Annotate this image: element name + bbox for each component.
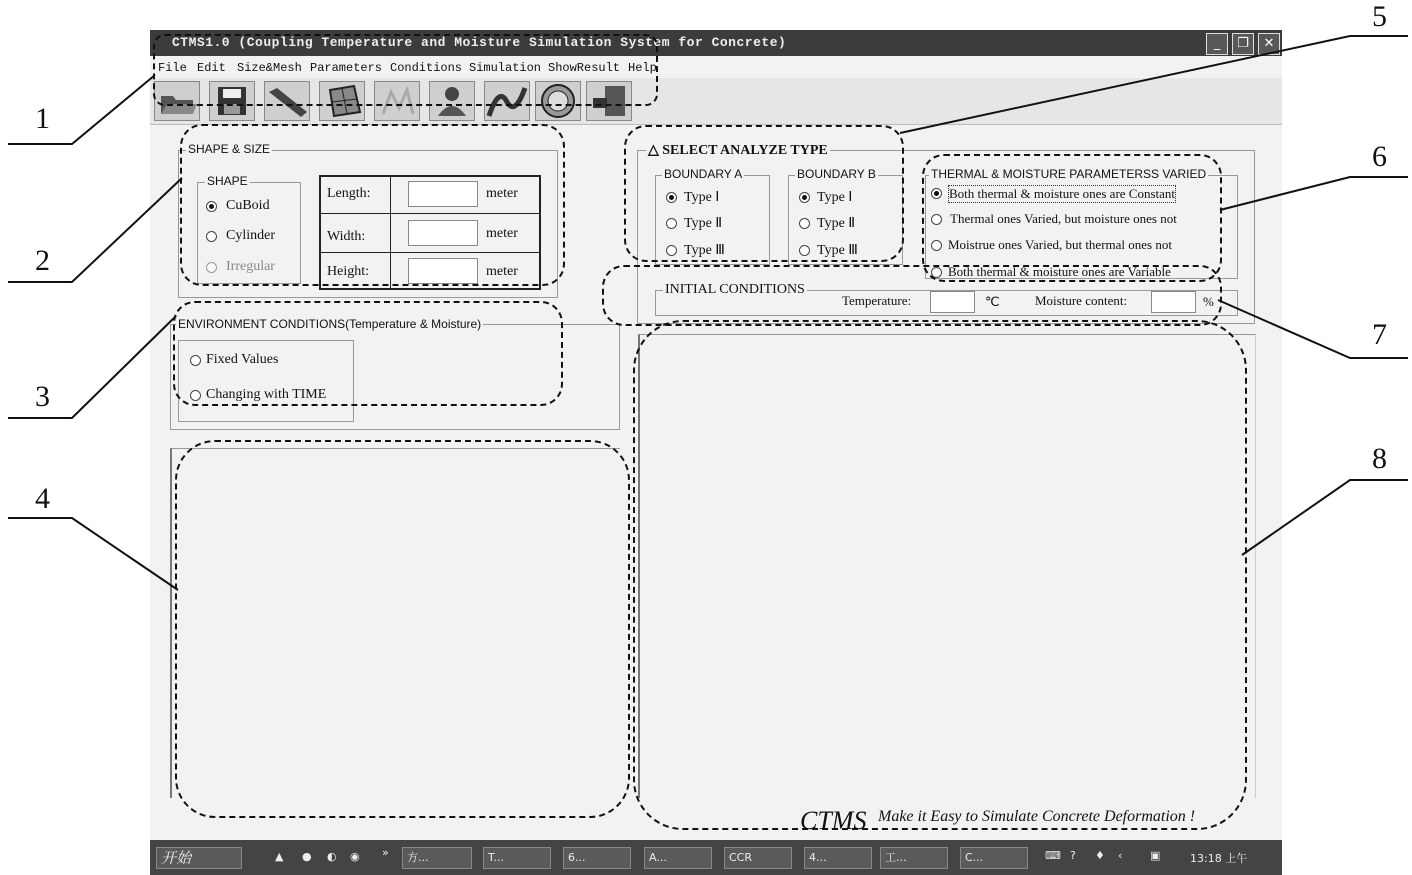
callout-number-1: 1 — [35, 102, 50, 135]
taskbar-item[interactable]: 4... — [804, 847, 872, 869]
shape-title: SHAPE — [207, 174, 248, 188]
callout-number-5: 5 — [1372, 0, 1387, 33]
taskbar-item[interactable]: T... — [483, 847, 551, 869]
start-label: 开始 — [161, 849, 192, 867]
analyze-type-title: △ SELECT ANALYZE TYPE — [648, 143, 828, 158]
maximize-button[interactable]: ❐ — [1232, 33, 1254, 55]
temperature-label: Temperature: — [842, 293, 912, 308]
label-boundary-b-type2: Type Ⅱ — [817, 216, 856, 231]
callout-number-7: 7 — [1372, 318, 1387, 351]
callout-number-3: 3 — [35, 380, 50, 413]
label-boundary-a-type1: Type Ⅰ — [684, 190, 720, 205]
menu-size-mesh[interactable]: Size&Mesh — [237, 61, 302, 75]
label-boundary-b-type1: Type Ⅰ — [817, 190, 853, 205]
shape-size-title: SHAPE & SIZE — [188, 142, 271, 156]
slogan: Make it Easy to Simulate Concrete Deformation ! — [878, 808, 1196, 825]
window-title: CTMS1.0 (Coupling Temperature and Moisture Simulation System for Concrete) — [172, 35, 787, 50]
label-cylinder: Cylinder — [226, 228, 275, 243]
menu-parameters[interactable]: Parameters — [310, 61, 383, 75]
boundary-a-title: BOUNDARY A — [664, 167, 743, 181]
temperature-unit: ℃ — [985, 294, 1000, 309]
quick-launch-icon[interactable]: ◉ — [350, 850, 360, 863]
label-boundary-a-type3: Type Ⅲ — [684, 243, 725, 258]
length-label: Length: — [327, 186, 371, 201]
parameters-varied-title: THERMAL & MOISTURE PARAMETERSS VARIED — [931, 167, 1207, 181]
callout-number-6: 6 — [1372, 140, 1387, 173]
taskbar-item[interactable]: A... — [644, 847, 712, 869]
menu-conditions[interactable]: Conditions — [390, 61, 463, 75]
quick-launch-icon[interactable]: ◐ — [327, 850, 337, 863]
environment-title: ENVIRONMENT CONDITIONS(Temperature & Moisture) — [178, 317, 482, 331]
label-cuboid: CuBoid — [226, 198, 270, 213]
height-label: Height: — [327, 264, 369, 279]
initial-conditions-title: INITIAL CONDITIONS — [665, 282, 805, 297]
width-unit: meter — [486, 226, 518, 241]
taskbar-item[interactable]: C... — [960, 847, 1028, 869]
tray-icon[interactable]: ♦ — [1095, 849, 1105, 862]
height-unit: meter — [486, 264, 518, 279]
clock: 13:18 上午 — [1190, 852, 1248, 865]
tray-expand-icon[interactable]: ‹ — [1118, 849, 1123, 862]
minimize-button[interactable]: _ — [1206, 33, 1228, 55]
label-moisture-varied: Moistrue ones Varied, but thermal ones not — [948, 237, 1172, 252]
menu-help[interactable]: Help — [628, 61, 657, 75]
menu-show-result[interactable]: ShowResult — [548, 61, 621, 75]
quick-launch-icon[interactable]: ▲ — [275, 850, 284, 863]
help-tray-icon[interactable]: ? — [1070, 849, 1076, 862]
chevron-icon[interactable]: » — [382, 846, 389, 859]
label-changing-time: Changing with TIME — [206, 387, 327, 402]
boundary-b-title: BOUNDARY B — [797, 167, 876, 181]
menu-edit[interactable]: Edit — [197, 61, 226, 75]
close-button[interactable]: ✕ — [1258, 33, 1280, 55]
taskbar-item[interactable]: 6... — [563, 847, 631, 869]
callout-number-2: 2 — [35, 244, 50, 277]
taskbar-item[interactable]: 方... — [402, 847, 472, 869]
menu-file[interactable]: File — [158, 61, 187, 75]
callout-number-4: 4 — [35, 482, 50, 515]
ctms-logo: CTMS — [800, 806, 867, 835]
menu-simulation[interactable]: Simulation — [469, 61, 542, 75]
taskbar-item[interactable]: 工... — [880, 847, 948, 869]
label-boundary-a-type2: Type Ⅱ — [684, 216, 723, 231]
label-fixed-values: Fixed Values — [206, 352, 279, 367]
length-unit: meter — [486, 186, 518, 201]
label-irregular: Irregular — [226, 259, 275, 274]
label-both-constant: Both thermal & moisture ones are Constant — [949, 186, 1176, 201]
label-thermal-varied: Thermal ones Varied, but moisture ones not — [950, 211, 1177, 226]
network-icon[interactable]: ▣ — [1150, 849, 1161, 862]
callout-number-8: 8 — [1372, 442, 1387, 475]
keyboard-icon[interactable]: ⌨ — [1045, 849, 1061, 862]
label-boundary-b-type3: Type Ⅲ — [817, 243, 858, 258]
moisture-label: Moisture content: — [1035, 293, 1128, 308]
width-label: Width: — [327, 229, 366, 244]
taskbar-item[interactable]: CCR — [724, 847, 792, 869]
moisture-unit: % — [1203, 294, 1214, 309]
quick-launch-icon[interactable]: ● — [302, 850, 312, 863]
label-both-variable: Both thermal & moisture ones are Variable — [948, 264, 1171, 279]
